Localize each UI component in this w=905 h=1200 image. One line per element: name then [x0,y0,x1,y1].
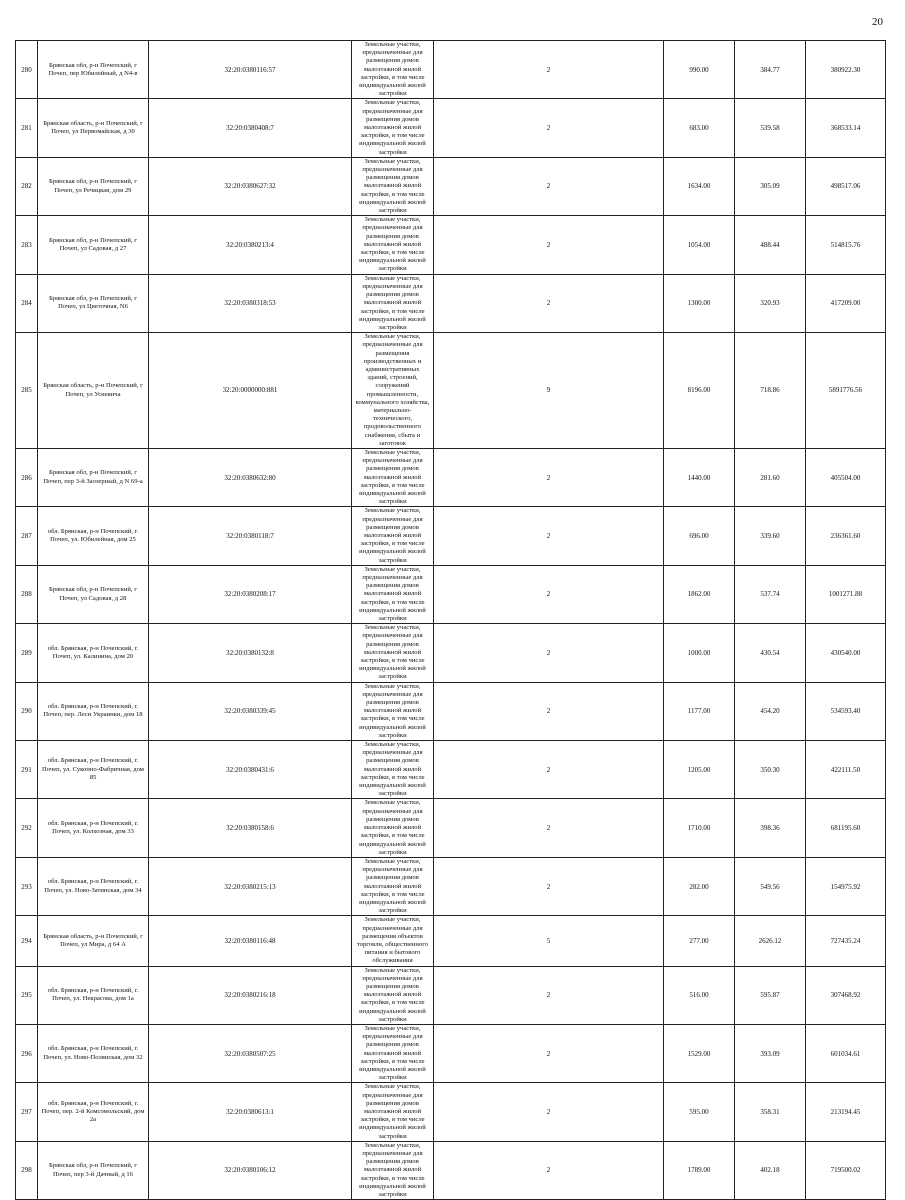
table-row [16,157,886,215]
cadastral-value-cell: 681195.60 [806,799,886,857]
cadastral-value-cell: 213194.45 [806,1083,886,1141]
address-cell: Брянская область, р-н Почепский, г Почеп, ул Мира, д 64 А [38,916,149,966]
cadastral-number-cell: 32:20:0380208:17 [149,565,352,623]
cadastral-value-cell: 236361.60 [806,507,886,565]
group-cell: 2 [434,1141,664,1199]
group-cell: 2 [434,799,664,857]
group-cell: 2 [434,216,664,274]
cadastral-number-cell: 32:20:0380216:18 [149,966,352,1024]
specific-value-cell: 305.09 [735,157,806,215]
land-use-cell: Земельные участки, предназначенные для размещения объектов торговли, общественного питания и бытового обслуживания [352,916,434,966]
row-number-cell: 296 [16,1024,38,1082]
specific-value-cell: 488.44 [735,216,806,274]
cadastral-value-cell: 534593.40 [806,682,886,740]
land-use-cell: Земельные участки, предназначенные для размещения домов малоэтажной жилой застройки, в том числе индивидуальной жилой застройки [352,1024,434,1082]
address-cell: обл. Брянская, р-н Почепский, г. Почеп, ул. Калинина, дом 20 [38,624,149,682]
address-cell: обл. Брянская, р-н Почепский, г. Почеп, ул. Юбилейная, дом 25 [38,507,149,565]
table-row [16,682,886,740]
address-cell: Брянская обл, р-н Почепский, г Почеп, пер 3-й Заозерный, д N 69-а [38,448,149,506]
cadastral-number-cell: 32:20:0380116:57 [149,41,352,99]
land-use-cell: Земельные участки, предназначенные для размещения домов малоэтажной жилой застройки, в том числе индивидуальной жилой застройки [352,799,434,857]
land-use-cell: Земельные участки, предназначенные для размещения домов малоэтажной жилой застройки, в том числе индивидуальной жилой застройки [352,216,434,274]
cadastral-number-cell: 32:20:0380132:8 [149,624,352,682]
group-cell: 2 [434,857,664,915]
cadastral-value-cell: 307468.92 [806,966,886,1024]
cadastral-number-cell: 32:20:0380118:7 [149,507,352,565]
address-cell: обл. Брянская, р-н Почепский, г. Почеп, пер. 2-й Комсомольский, дом 2а [38,1083,149,1141]
specific-value-cell: 454.20 [735,682,806,740]
specific-value-cell: 718.86 [735,333,806,449]
group-cell: 2 [434,565,664,623]
group-cell: 2 [434,741,664,799]
land-use-cell: Земельные участки, предназначенные для размещения домов малоэтажной жилой застройки, в том числе индивидуальной жилой застройки [352,966,434,1024]
row-number-cell: 292 [16,799,38,857]
row-number-cell: 298 [16,1141,38,1199]
group-cell: 2 [434,99,664,157]
table-row [16,966,886,1024]
specific-value-cell: 2626.12 [735,916,806,966]
land-use-cell: Земельные участки, предназначенные для размещения домов малоэтажной жилой застройки, в том числе индивидуальной жилой застройки [352,448,434,506]
cadastral-value-cell: 5891776.56 [806,333,886,449]
cadastral-number-cell: 32:20:0380318:53 [149,274,352,332]
specific-value-cell: 393.09 [735,1024,806,1082]
cadastral-value-cell: 368533.14 [806,99,886,157]
land-use-cell: Земельные участки, предназначенные для размещения домов малоэтажной жилой застройки, в том числе индивидуальной жилой застройки [352,41,434,99]
group-cell: 2 [434,1024,664,1082]
row-number-cell: 285 [16,333,38,449]
area-cell: 1789.00 [664,1141,735,1199]
land-use-cell: Земельные участки, предназначенные для размещения домов малоэтажной жилой застройки, в том числе индивидуальной жилой застройки [352,682,434,740]
row-number-cell: 290 [16,682,38,740]
page-number: 20 [872,16,883,28]
land-use-cell: Земельные участки, предназначенные для размещения домов малоэтажной жилой застройки, в том числе индивидуальной жилой застройки [352,157,434,215]
address-cell: Брянская обл, р-н Почепский, г Почеп, ул Цветочная, N6 [38,274,149,332]
land-use-cell: Земельные участки, предназначенные для размещения домов малоэтажной жилой застройки, в том числе индивидуальной жилой застройки [352,1083,434,1141]
land-use-cell: Земельные участки, предназначенные для размещения производственных и административных зданий, строений, сооружений промышленности, коммунального хозяйства, материально-технического, продовольственного снабжения, сбыта и заготовок [352,333,434,449]
area-cell: 595.00 [664,1083,735,1141]
cadastral-number-cell: 32:20:0380215:13 [149,857,352,915]
land-use-cell: Земельные участки, предназначенные для размещения домов малоэтажной жилой застройки, в том числе индивидуальной жилой застройки [352,565,434,623]
table-row [16,448,886,506]
cadastral-value-cell: 1001271.88 [806,565,886,623]
group-cell: 2 [434,448,664,506]
group-cell: 2 [434,624,664,682]
table-row [16,99,886,157]
specific-value-cell: 398.36 [735,799,806,857]
row-number-cell: 281 [16,99,38,157]
address-cell: Брянская область, р-н Почепский, г Почеп, ул Усиевича [38,333,149,449]
row-number-cell: 291 [16,741,38,799]
address-cell: обл. Брянская, р-н Почепский, г. Почеп, ул. Суконно-Фабричная, дом 85 [38,741,149,799]
table-row [16,565,886,623]
table-row [16,1024,886,1082]
address-cell: Брянская обл, р-н Почепский, г Почеп, ул Речицкая, дом 29 [38,157,149,215]
table-row [16,333,886,449]
group-cell: 2 [434,1083,664,1141]
cadastral-value-cell: 154975.92 [806,857,886,915]
group-cell: 2 [434,966,664,1024]
address-cell: обл. Брянская, р-н Почепский, г. Почеп, ул. Ново-Полянская, дом 32 [38,1024,149,1082]
address-cell: обл. Брянская, р-н Почепский, г. Почеп, ул. Некрасова, дом 1а [38,966,149,1024]
cadastral-value-cell: 405504.00 [806,448,886,506]
address-cell: Брянская обл, р-н Почепский, г Почеп, пер Юбилейный, д N4-в [38,41,149,99]
land-use-cell: Земельные участки, предназначенные для размещения домов малоэтажной жилой застройки, в том числе индивидуальной жилой застройки [352,274,434,332]
group-cell: 2 [434,682,664,740]
cadastral-value-cell: 727435.24 [806,916,886,966]
table-row [16,624,886,682]
cadastral-value-cell: 601034.61 [806,1024,886,1082]
row-number-cell: 287 [16,507,38,565]
area-cell: 1205.00 [664,741,735,799]
cadastral-number-cell: 32:20:0380627:32 [149,157,352,215]
land-use-cell: Земельные участки, предназначенные для размещения домов малоэтажной жилой застройки, в том числе индивидуальной жилой застройки [352,99,434,157]
row-number-cell: 289 [16,624,38,682]
row-number-cell: 283 [16,216,38,274]
table-row [16,274,886,332]
row-number-cell: 282 [16,157,38,215]
cadastral-number-cell: 32:20:0380507:25 [149,1024,352,1082]
land-use-cell: Земельные участки, предназначенные для размещения домов малоэтажной жилой застройки, в том числе индивидуальной жилой застройки [352,857,434,915]
area-cell: 282.00 [664,857,735,915]
cadastral-number-cell: 32:20:0380632:80 [149,448,352,506]
table-row [16,41,886,99]
specific-value-cell: 430.54 [735,624,806,682]
row-number-cell: 284 [16,274,38,332]
specific-value-cell: 549.56 [735,857,806,915]
specific-value-cell: 595.87 [735,966,806,1024]
address-cell: Брянская обл, р-н Почепский, г Почеп, ул Садовая, д 27 [38,216,149,274]
row-number-cell: 293 [16,857,38,915]
group-cell: 2 [434,507,664,565]
cadastral-value-cell: 417209.00 [806,274,886,332]
table-row [16,799,886,857]
area-cell: 696.00 [664,507,735,565]
cadastral-number-cell: 32:20:0380339:45 [149,682,352,740]
address-cell: Брянская область, р-н Почепский, г Почеп, ул Первомайская, д 30 [38,99,149,157]
table-row [16,507,886,565]
area-cell: 683.00 [664,99,735,157]
row-number-cell: 294 [16,916,38,966]
area-cell: 1000.00 [664,624,735,682]
table-row [16,741,886,799]
specific-value-cell: 539.58 [735,99,806,157]
land-use-cell: Земельные участки, предназначенные для размещения домов малоэтажной жилой застройки, в том числе индивидуальной жилой застройки [352,741,434,799]
area-cell: 1440.00 [664,448,735,506]
cadastral-value-cell: 422111.50 [806,741,886,799]
row-number-cell: 295 [16,966,38,1024]
row-number-cell: 288 [16,565,38,623]
cadastral-number-cell: 32:20:0380613:1 [149,1083,352,1141]
area-cell: 1862.00 [664,565,735,623]
group-cell: 2 [434,41,664,99]
table-row [16,1083,886,1141]
specific-value-cell: 350.30 [735,741,806,799]
area-cell: 1177.00 [664,682,735,740]
address-cell: обл. Брянская, р-н Почепский, г. Почеп, ул. Колхозная, дом 33 [38,799,149,857]
group-cell: 5 [434,916,664,966]
table-row [16,216,886,274]
row-number-cell: 280 [16,41,38,99]
group-cell: 9 [434,333,664,449]
cadastral-number-cell: 32:20:0380213:4 [149,216,352,274]
cadastral-value-cell: 380922.30 [806,41,886,99]
specific-value-cell: 281.60 [735,448,806,506]
cadastral-number-cell: 32:20:0380158:6 [149,799,352,857]
area-cell: 8196.00 [664,333,735,449]
land-use-cell: Земельные участки, предназначенные для размещения домов малоэтажной жилой застройки, в том числе индивидуальной жилой застройки [352,507,434,565]
specific-value-cell: 320.93 [735,274,806,332]
land-plots-table [15,40,886,1200]
specific-value-cell: 358.31 [735,1083,806,1141]
row-number-cell: 286 [16,448,38,506]
address-cell: Брянская обл, р-н Почепский, г Почеп, пер 3-й Дачный, д 16 [38,1141,149,1199]
cadastral-number-cell: 32:20:0380106:12 [149,1141,352,1199]
area-cell: 1634.00 [664,157,735,215]
specific-value-cell: 402.18 [735,1141,806,1199]
cadastral-number-cell: 32:20:0380408:7 [149,99,352,157]
table-row [16,1141,886,1199]
table-row [16,916,886,966]
cadastral-number-cell: 32:20:0380431:6 [149,741,352,799]
land-use-cell: Земельные участки, предназначенные для размещения домов малоэтажной жилой застройки, в том числе индивидуальной жилой застройки [352,1141,434,1199]
area-cell: 277.00 [664,916,735,966]
address-cell: обл. Брянская, р-н Почепский, г. Почеп, пер. Леси Украинки, дом 18 [38,682,149,740]
specific-value-cell: 384.77 [735,41,806,99]
group-cell: 2 [434,157,664,215]
area-cell: 990.00 [664,41,735,99]
cadastral-value-cell: 498517.06 [806,157,886,215]
specific-value-cell: 537.74 [735,565,806,623]
land-use-cell: Земельные участки, предназначенные для размещения домов малоэтажной жилой застройки, в том числе индивидуальной жилой застройки [352,624,434,682]
row-number-cell: 297 [16,1083,38,1141]
area-cell: 516.00 [664,966,735,1024]
address-cell: Брянская обл, р-н Почепский, г Почеп, ул Садовая, д 28 [38,565,149,623]
group-cell: 2 [434,274,664,332]
area-cell: 1054.00 [664,216,735,274]
cadastral-number-cell: 32:20:0380116:48 [149,916,352,966]
specific-value-cell: 339.60 [735,507,806,565]
cadastral-value-cell: 719500.02 [806,1141,886,1199]
area-cell: 1710.00 [664,799,735,857]
area-cell: 1300.00 [664,274,735,332]
address-cell: обл. Брянская, р-н Почепский, г. Почеп, ул. Ново-Затинская, дом 34 [38,857,149,915]
table-row [16,857,886,915]
cadastral-value-cell: 514815.76 [806,216,886,274]
area-cell: 1529.00 [664,1024,735,1082]
cadastral-value-cell: 430540.00 [806,624,886,682]
cadastral-number-cell: 32:20:0000000:881 [149,333,352,449]
